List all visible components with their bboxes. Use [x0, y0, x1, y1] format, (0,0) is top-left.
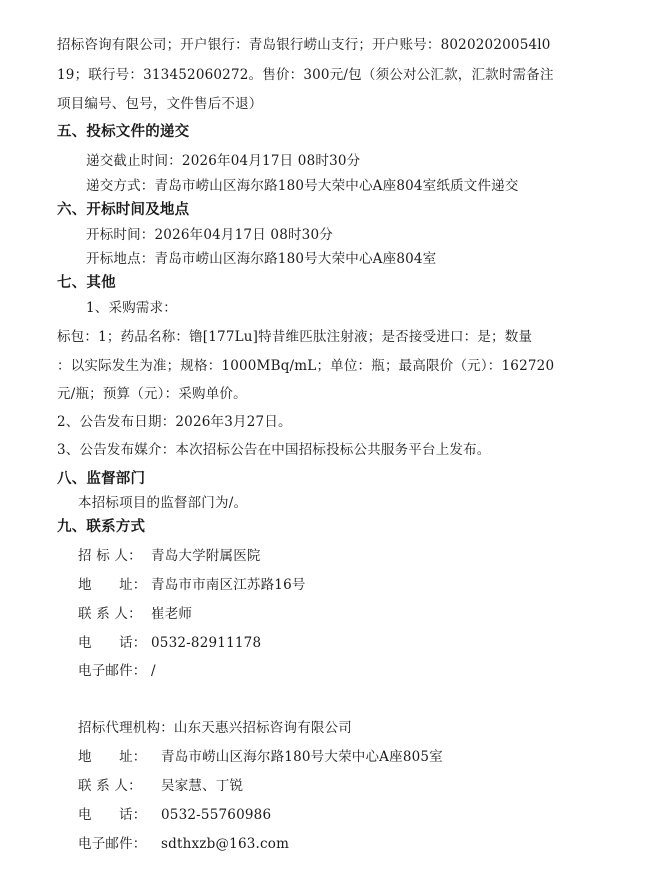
- contact-row: [78, 576, 306, 594]
- section-8-heading: 八、监督部门: [57, 471, 146, 487]
- agency-value: 山东天惠兴招标咨询有限公司: [173, 720, 353, 736]
- contact-value: 青岛市市南区江苏路16号: [151, 577, 306, 593]
- publish-date: 2、公告发布日期：2026年3月27日。: [57, 414, 292, 430]
- contact-value: 0532-55760986: [161, 807, 272, 823]
- bank-info-line-1: 招标咨询有限公司；开户银行：青岛银行崂山支行；开户账号：80202020054l0: [57, 37, 551, 53]
- opening-place: 开标地点：青岛市崂山区海尔路180号大荣中心A座804室: [86, 251, 437, 267]
- submission-deadline: 递交截止时间：2026年04月17日 08时30分: [86, 153, 361, 169]
- section-7-heading: 七、其他: [57, 275, 116, 291]
- contact-label: 电子邮件：: [78, 836, 147, 852]
- contact-row: [78, 605, 192, 623]
- contact-label: 地 址：: [78, 749, 147, 765]
- procurement-needs-line-2: ：以实际发生为准；规格：1000MBq/mL；单位：瓶；最高限价（元）：162720: [57, 358, 555, 374]
- contact-row: [78, 634, 261, 652]
- agency-contact-row: [78, 806, 271, 824]
- bank-info-line-3: 项目编号、包号，文件售后不退）: [57, 96, 263, 112]
- contact-value: sdthxzb@163.com: [161, 836, 290, 852]
- submission-method: 递交方式：青岛市崂山区海尔路180号大荣中心A座804室纸质文件递交: [86, 178, 519, 194]
- contact-value: 青岛市崂山区海尔路180号大荣中心A座805室: [161, 749, 443, 765]
- contact-value: 0532-82911178: [151, 635, 262, 651]
- contact-label: 联 系 人：: [78, 778, 142, 794]
- contact-value: 青岛大学附属医院: [151, 548, 261, 564]
- procurement-needs-title: 1、采购需求：: [86, 300, 177, 316]
- procurement-needs-line-1: 标包：1；药品名称：镥[177Lu]特昔维匹肽注射液；是否接受进口：是；数量: [57, 329, 533, 345]
- agency-contact-row: [78, 777, 243, 795]
- contact-value: 崔老师: [151, 606, 193, 622]
- supervision-text: 本招标项目的监督部门为/。: [78, 495, 248, 511]
- contact-label: 电 话：: [78, 807, 147, 823]
- procurement-needs-line-3: 元/瓶；预算（元）：采购单价。: [57, 386, 247, 402]
- section-9-heading: 九、联系方式: [57, 519, 146, 535]
- section-5-heading: 五、投标文件的递交: [57, 124, 190, 140]
- contact-value: 吴家慧、丁锐: [161, 778, 244, 794]
- contact-label: 联 系 人：: [78, 606, 142, 622]
- contact-label: 电 话：: [78, 635, 147, 651]
- agency-contact-row: [78, 835, 289, 853]
- contact-value: /: [151, 663, 156, 679]
- bank-info-line-2: 19；联行号：313452060272。售价：300元/包（须公对公汇款，汇款时需备注: [57, 67, 554, 83]
- agency-contact-row: [78, 748, 443, 766]
- contact-row: [78, 547, 261, 565]
- contact-label: 地 址：: [78, 577, 147, 593]
- contact-row: [78, 662, 156, 680]
- opening-time: 开标时间：2026年04月17日 08时30分: [86, 227, 333, 243]
- agency-label: 招标代理机构：: [78, 720, 174, 736]
- section-6-heading: 六、开标时间及地点: [57, 202, 190, 218]
- agency-row: [78, 719, 352, 737]
- publish-media: 3、公告发布媒介：本次招标公告在中国招标投标公共服务平台上发布。: [57, 442, 491, 458]
- contact-label: 招 标 人：: [78, 548, 142, 564]
- contact-label: 电子邮件：: [78, 663, 147, 679]
